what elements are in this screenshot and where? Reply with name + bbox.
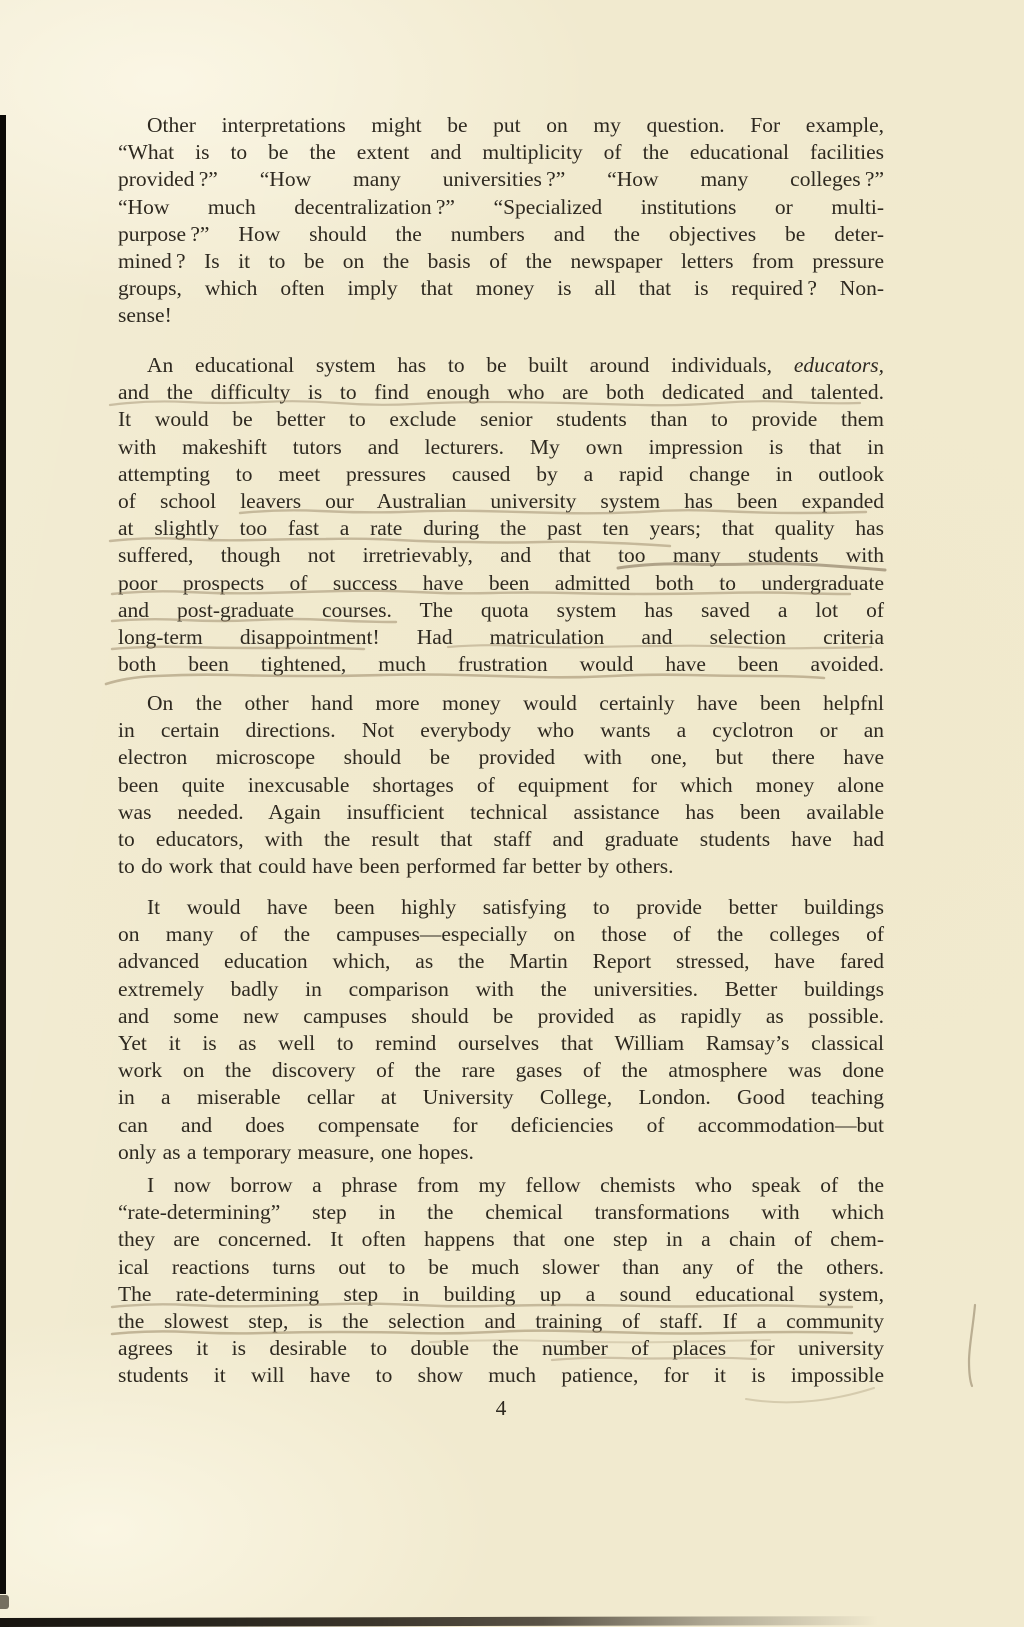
text-line: extremely badly in comparison with the universities. Better buildings bbox=[118, 976, 884, 1001]
text-line: they are concerned. It often happens that one step in a chain of chem- bbox=[118, 1227, 884, 1252]
text-line: been quite inexcusable shortages of equipment for which money alone bbox=[118, 772, 884, 797]
text-line: both been tightened, much frustration would have been avoided. bbox=[118, 652, 884, 677]
text-line: I now borrow a phrase from my fellow chemists who speak of the bbox=[147, 1173, 884, 1197]
page-number: 4 bbox=[495, 1396, 507, 1420]
text-line: and some new campuses should be provided as rapidly as possible. bbox=[118, 1003, 884, 1028]
text-line: mined ? Is it to be on the basis of the newspaper letters from pressure bbox=[118, 249, 884, 274]
text-run: An educational system has to be built around individuals, bbox=[147, 353, 773, 377]
text-line bbox=[118, 352, 884, 379]
text-line: groups, which often imply that money is all that is required ? Non- bbox=[118, 276, 884, 301]
text-line: On the other hand more money would certainly have been helpfnl bbox=[147, 691, 884, 715]
text-line: work on the discovery of the rare gases of the atmosphere was done bbox=[118, 1058, 884, 1083]
text-line: can and does compensate for deficiencies of accommodation—but bbox=[118, 1112, 884, 1137]
paragraph-5 bbox=[118, 1172, 884, 1390]
text-line: Yet it is as well to remind ourselves that William Ramsay’s classical bbox=[118, 1031, 884, 1056]
paragraph-1 bbox=[118, 112, 884, 330]
scan-left-edge-foot bbox=[0, 1595, 9, 1609]
text-line: ical reactions turns out to be much slower than any of the others. bbox=[118, 1254, 884, 1279]
text-line: It would have been highly satisfying to provide better buildings bbox=[147, 895, 884, 919]
text-line: was needed. Again insufficient technical assistance has been available bbox=[118, 799, 884, 824]
pencil-margin-mark bbox=[969, 1305, 975, 1386]
paragraph-3 bbox=[118, 690, 884, 880]
text-line: purpose ?” How should the numbers and the objectives be deter- bbox=[118, 221, 884, 246]
text-line: long-term disappointment! Had matriculation and selection criteria bbox=[118, 625, 884, 650]
text-line: attempting to meet pressures caused by a rapid change in outlook bbox=[118, 461, 884, 486]
text-line: “How much decentralization ?” “Specialized institutions or multi- bbox=[118, 194, 884, 219]
text-line: sense! bbox=[118, 303, 172, 328]
text-line: suffered, though not irretrievably, and that too many students with bbox=[118, 543, 884, 568]
text-line: provided ?” “How many universities ?” “How many colleges ?” bbox=[118, 167, 884, 192]
text-line: of school leavers our Australian university system has been expanded bbox=[118, 489, 884, 514]
text-line: “rate-determining” step in the chemical transformations with which bbox=[118, 1200, 884, 1225]
text-line: to do work that could have been performed far better by others. bbox=[118, 854, 674, 879]
text-line: poor prospects of success have been admitted both to undergraduate bbox=[118, 570, 884, 595]
text-line: to educators, with the result that staff and graduate students have had bbox=[118, 827, 884, 852]
text-line: “What is to be the extent and multiplicity of the educational facilities bbox=[118, 140, 884, 165]
text-line: Other interpretations might be put on my question. For example, bbox=[147, 113, 884, 137]
text-line: students it will have to show much patience, for it is impossible bbox=[118, 1363, 884, 1388]
paragraph-4 bbox=[118, 894, 884, 1166]
text-line: electron microscope should be provided with one, but there have bbox=[118, 745, 884, 770]
paragraph-2 bbox=[118, 352, 884, 678]
text-line: at slightly too fast a rate during the past ten years; that quality has bbox=[118, 516, 884, 541]
text-line: agrees it is desirable to double the number of places for university bbox=[118, 1336, 884, 1361]
text-line: only as a temporary measure, one hopes. bbox=[118, 1139, 474, 1164]
text-line: in certain directions. Not everybody who wants a cyclotron or an bbox=[118, 718, 884, 743]
text-line: and post-graduate courses. The quota system has saved a lot of bbox=[118, 597, 884, 622]
text-line: The rate-determining step in building up a sound educational system, bbox=[118, 1281, 884, 1306]
text-line: on many of the campuses—especially on those of the colleges of bbox=[118, 922, 884, 947]
text-line: with makeshift tutors and lecturers. My own impression is that in bbox=[118, 434, 884, 459]
scan-bottom-edge bbox=[0, 1616, 905, 1627]
text-line: and the difficulty is to find enough who are both dedicated and talented. bbox=[118, 380, 884, 405]
text-line: in a miserable cellar at University College, London. Good teaching bbox=[118, 1085, 884, 1110]
italic-text-run: educators, bbox=[793, 353, 884, 377]
text-line: It would be better to exclude senior students than to provide them bbox=[118, 407, 884, 432]
text-line: the slowest step, is the selection and training of staff. If a community bbox=[118, 1309, 884, 1334]
text-line: advanced education which, as the Martin Report stressed, have fared bbox=[118, 949, 884, 974]
scan-left-edge bbox=[0, 115, 6, 1594]
